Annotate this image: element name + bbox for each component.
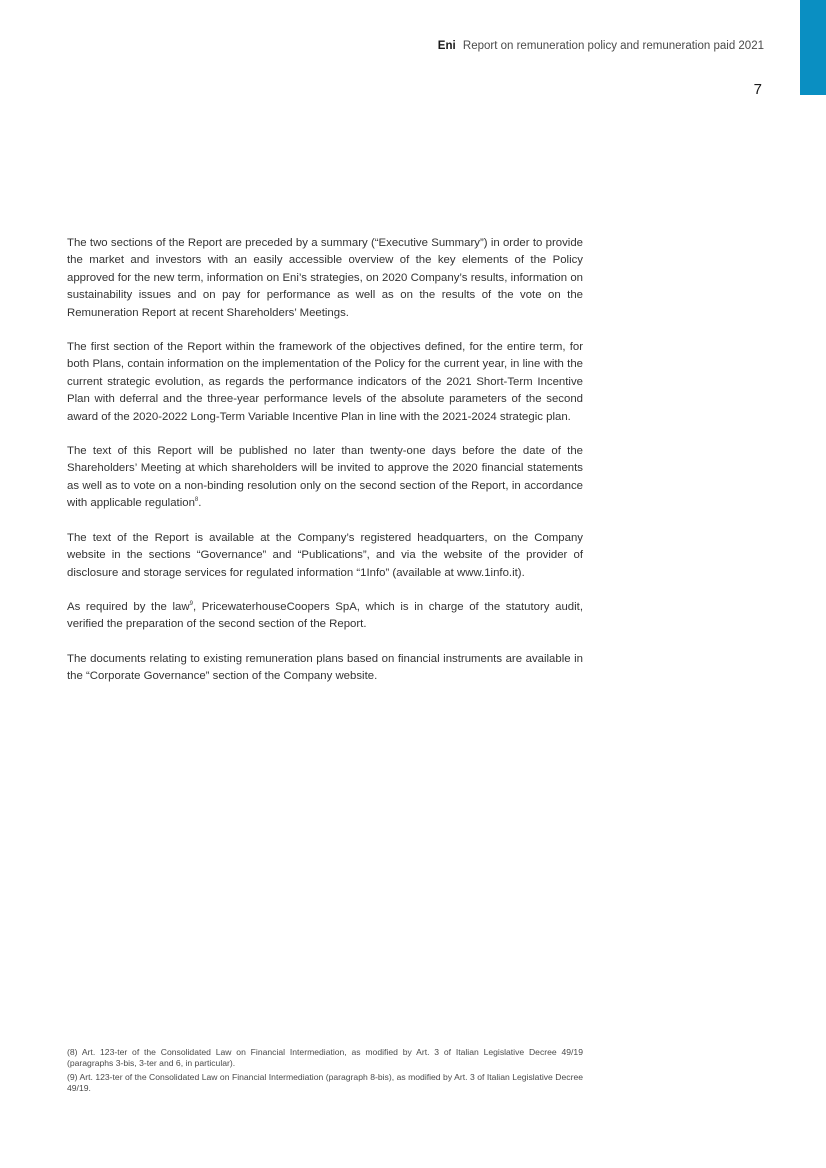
- footnote-ref-8: 8: [194, 497, 199, 504]
- paragraph-publication: [67, 443, 583, 513]
- paragraph-publication-text: The text of this Report will be published no later than twenty-one days before the date of the Shareholders’ Meeting at which shareholders will be invited to approve the 2020 financial statements as well as to vote on a non-binding resolution only on the second section of the Report, in accordance with applicable regulation: [67, 445, 583, 510]
- paragraph-first-section: The first section of the Report within the framework of the objectives defined, for the entire term, for both Plans, contain information on the implementation of the Policy for the current year, in line with the current strategic evolution, as regards the performance indicators of the 2021 Short-Term Incentive Plan with deferral and the three-year performance levels of the absolute parameters of the second award of the 2020-2022 Long-Term Variable Incentive Plan in line with the 2021-2024 strategic plan.: [67, 341, 583, 423]
- footnote-9: (9) Art. 123-ter of the Consolidated Law on Financial Intermediation (paragraph 8-bis), as modified by Art. 3 of Italian Legislative Decree 49/19.: [67, 1071, 583, 1093]
- footnote-8: (8) Art. 123-ter of the Consolidated Law on Financial Intermediation, as modified by Art. 3 of Italian Legislative Decree 49/19 (paragraphs 3-bis, 3-ter and 6, in particular).: [67, 1047, 583, 1069]
- footnotes: [67, 1047, 583, 1096]
- paragraph-audit-text: , PricewaterhouseCoopers SpA, which is in charge of the statutory audit, verified the preparation of the second section of the Report.: [67, 600, 583, 631]
- paragraph-publication-end: .: [198, 497, 202, 510]
- paragraph-documents: The documents relating to existing remuneration plans based on financial instruments are available in the “Corporate Governance” section of the Company website.: [67, 652, 583, 683]
- paragraph-audit-start: As required by the law: [67, 600, 190, 613]
- body-text: [67, 235, 583, 703]
- running-header: [438, 40, 764, 52]
- paragraph-executive-summary: The two sections of the Report are preceded by a summary (“Executive Summary”) in order to provide the market and investors with an easily accessible overview of the key elements of the Policy approved for the new term, information on Eni’s strategies, on 2020 Company’s results, information on sustainability issues and on pay for performance as well as on the results of the vote on the Remuneration Report at recent Shareholders’ Meetings.: [67, 237, 583, 319]
- section-color-tab: [800, 0, 826, 95]
- page-number: 7: [753, 81, 762, 98]
- paragraph-audit: [67, 599, 583, 634]
- brand-name: Eni: [437, 40, 456, 52]
- paragraph-availability: The text of the Report is available at the Company’s registered headquarters, on the Company website in the sections “Governance” and “Publications”, and via the website of the provider of disclosure and storage services for regulated information “1Info” (available at www.1info.it).: [67, 531, 583, 579]
- footnote-ref-9: 9: [189, 601, 193, 608]
- report-title: Report on remuneration policy and remuneration paid 2021: [462, 40, 764, 52]
